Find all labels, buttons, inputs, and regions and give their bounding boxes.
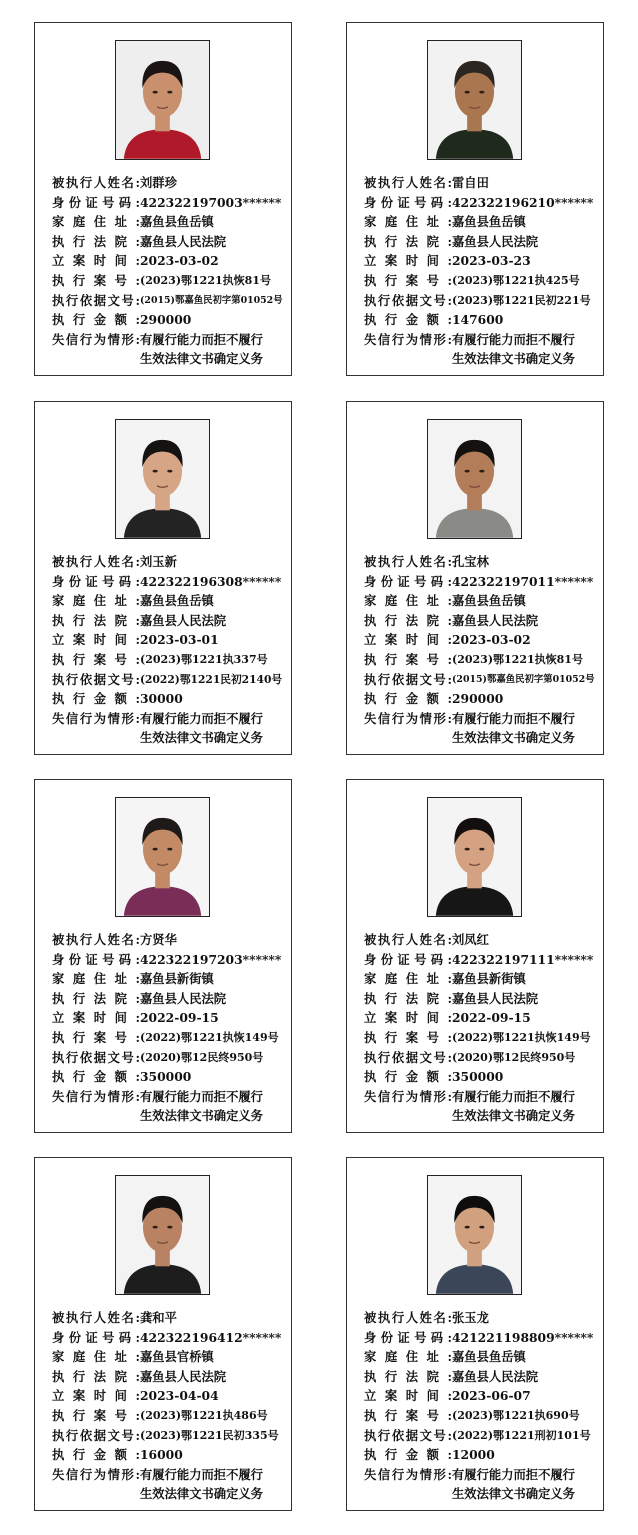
case-number-value: (2023)鄂1221执690号 <box>452 1408 580 1422</box>
enforcing-court-value: 嘉鱼县人民法院 <box>452 233 539 249</box>
home-address-value: 嘉鱼县鱼岳镇 <box>140 214 214 230</box>
id-number-label: 身份证号码: <box>52 1329 140 1345</box>
enforcing-court-label: 执行法院: <box>52 612 140 628</box>
dishonest-behavior-value <box>140 709 290 748</box>
enforcing-court-row <box>52 611 292 631</box>
person-name-label: 被执行人姓名: <box>364 554 452 569</box>
enforcement-basis-label: 执行依据文号: <box>52 1049 140 1065</box>
person-name-value: 刘凤红 <box>452 932 489 947</box>
filing-date-label: 立案时间: <box>364 1388 452 1404</box>
person-name-value: 刘玉新 <box>140 554 177 569</box>
enforcing-court-value: 嘉鱼县人民法院 <box>452 612 539 628</box>
enforcement-amount-value: 30000 <box>140 691 183 707</box>
enforcement-amount-row <box>364 689 604 709</box>
defaulter-info <box>52 1308 292 1504</box>
enforcement-amount-value: 16000 <box>140 1447 183 1463</box>
defaulter-card <box>34 401 292 755</box>
defaulter-info <box>52 173 292 369</box>
enforcement-amount-row <box>52 310 292 330</box>
enforcing-court-row <box>52 232 292 252</box>
person-name-value: 张玉龙 <box>452 1310 489 1325</box>
id-number-value: 422322197203****** <box>140 951 282 967</box>
dishonest-behavior-line-1: 有履行能力而拒不履行 <box>452 1088 575 1104</box>
dishonest-behavior-line-1: 有履行能力而拒不履行 <box>140 1466 263 1482</box>
case-number-row <box>364 1406 604 1426</box>
person-name-value: 刘群珍 <box>140 175 177 190</box>
id-number-value: 422322196308****** <box>140 573 282 589</box>
enforcing-court-value: 嘉鱼县人民法院 <box>452 990 539 1006</box>
home-address-label: 家庭住址: <box>364 1349 452 1365</box>
defaulter-card <box>346 22 604 376</box>
enforcement-basis-value: (2022)鄂1221刑初101号 <box>452 1428 591 1442</box>
home-address-row <box>52 969 292 989</box>
home-address-value: 嘉鱼县官桥镇 <box>140 1349 214 1365</box>
id-number-label: 身份证号码: <box>364 573 452 589</box>
case-number-row <box>364 271 604 291</box>
person-name-value: 龚和平 <box>140 1310 177 1325</box>
case-number-row <box>52 1406 292 1426</box>
home-address-row <box>52 591 292 611</box>
dishonest-behavior-row <box>52 330 292 369</box>
dishonest-behavior-line-1: 有履行能力而拒不履行 <box>452 1466 575 1482</box>
person-name-row <box>364 1308 604 1328</box>
defaulter-info <box>364 173 604 369</box>
enforcement-basis-value: (2020)鄂12民终950号 <box>140 1050 264 1064</box>
filing-date-value: 2023-03-01 <box>140 632 219 648</box>
defaulter-card <box>346 779 604 1133</box>
dishonest-behavior-line-2: 生效法律文书确定义务 <box>452 730 575 746</box>
filing-date-label: 立案时间: <box>52 1388 140 1404</box>
person-name-label: 被执行人姓名: <box>52 1310 140 1325</box>
home-address-row <box>364 591 604 611</box>
enforcing-court-value: 嘉鱼县人民法院 <box>140 612 227 628</box>
defaulter-info <box>364 552 604 748</box>
person-name-value: 孔宝林 <box>452 554 489 569</box>
dishonest-behavior-value <box>140 1465 290 1504</box>
case-number-value: (2022)鄂1221执恢149号 <box>140 1030 279 1044</box>
home-address-label: 家庭住址: <box>52 593 140 609</box>
dishonest-behavior-label: 失信行为情形: <box>364 1088 452 1104</box>
id-number-label: 身份证号码: <box>52 573 140 589</box>
enforcing-court-row <box>364 1367 604 1387</box>
portrait-photo <box>427 797 522 917</box>
dishonest-behavior-value <box>452 709 602 748</box>
portrait-photo <box>115 797 210 917</box>
enforcing-court-value: 嘉鱼县人民法院 <box>140 990 227 1006</box>
id-number-value: 422322196210****** <box>452 194 594 210</box>
dishonest-behavior-line-2: 生效法律文书确定义务 <box>140 1108 263 1124</box>
enforcement-basis-value: (2015)鄂嘉鱼民初字第01052号 <box>140 294 283 306</box>
enforcing-court-value: 嘉鱼县人民法院 <box>140 1368 227 1384</box>
dishonest-behavior-line-2: 生效法律文书确定义务 <box>452 1486 575 1502</box>
person-name-row <box>52 552 292 572</box>
id-number-value: 422322197003****** <box>140 194 282 210</box>
filing-date-label: 立案时间: <box>52 253 140 269</box>
person-name-label: 被执行人姓名: <box>52 175 140 190</box>
dishonest-behavior-row <box>364 1087 604 1126</box>
enforcement-basis-row <box>364 1426 604 1446</box>
enforcing-court-value: 嘉鱼县人民法院 <box>140 233 227 249</box>
id-number-value: 422322196412****** <box>140 1329 282 1345</box>
enforcing-court-label: 执行法院: <box>364 233 452 249</box>
dishonest-behavior-line-1: 有履行能力而拒不履行 <box>140 1088 263 1104</box>
dishonest-behavior-line-1: 有履行能力而拒不履行 <box>140 710 263 726</box>
person-name-row <box>364 552 604 572</box>
dishonest-behavior-value <box>452 1087 602 1126</box>
enforcement-amount-label: 执行金额: <box>52 1447 140 1463</box>
id-number-row <box>364 950 604 970</box>
id-number-label: 身份证号码: <box>52 951 140 967</box>
enforcement-amount-label: 执行金额: <box>364 1069 452 1085</box>
enforcement-amount-row <box>364 1445 604 1465</box>
case-number-row <box>364 1028 604 1048</box>
filing-date-value: 2023-04-04 <box>140 1388 219 1404</box>
enforcement-amount-row <box>52 1445 292 1465</box>
person-name-label: 被执行人姓名: <box>52 932 140 947</box>
dishonest-behavior-line-2: 生效法律文书确定义务 <box>452 1108 575 1124</box>
enforcing-court-label: 执行法院: <box>364 1368 452 1384</box>
enforcement-amount-value: 147600 <box>452 312 504 328</box>
id-number-row <box>52 193 292 213</box>
home-address-label: 家庭住址: <box>364 971 452 987</box>
filing-date-row <box>52 251 292 271</box>
enforcement-amount-label: 执行金额: <box>364 312 452 328</box>
dishonest-behavior-row <box>364 709 604 748</box>
case-number-label: 执行案号: <box>364 272 452 288</box>
enforcement-basis-value: (2022)鄂1221民初2140号 <box>140 672 283 686</box>
filing-date-label: 立案时间: <box>364 253 452 269</box>
portrait-photo <box>115 419 210 539</box>
id-number-row <box>52 1328 292 1348</box>
enforcing-court-label: 执行法院: <box>52 990 140 1006</box>
person-name-row <box>52 1308 292 1328</box>
person-name-label: 被执行人姓名: <box>364 932 452 947</box>
enforcement-amount-value: 290000 <box>452 691 504 707</box>
enforcement-amount-label: 执行金额: <box>364 691 452 707</box>
enforcement-amount-label: 执行金额: <box>52 312 140 328</box>
id-number-label: 身份证号码: <box>364 194 452 210</box>
filing-date-label: 立案时间: <box>52 1010 140 1026</box>
dishonest-behavior-row <box>364 1465 604 1504</box>
home-address-value: 嘉鱼县新街镇 <box>452 971 526 987</box>
case-number-row <box>52 650 292 670</box>
defaulter-info <box>364 930 604 1126</box>
enforcement-amount-label: 执行金额: <box>52 691 140 707</box>
home-address-value: 嘉鱼县鱼岳镇 <box>452 593 526 609</box>
case-number-label: 执行案号: <box>364 651 452 667</box>
dishonest-behavior-label: 失信行为情形: <box>364 331 452 347</box>
enforcing-court-row <box>364 989 604 1009</box>
filing-date-value: 2022-09-15 <box>140 1010 219 1026</box>
home-address-label: 家庭住址: <box>364 593 452 609</box>
home-address-row <box>52 1347 292 1367</box>
defaulter-card <box>346 401 604 755</box>
filing-date-row <box>52 630 292 650</box>
case-number-value: (2023)鄂1221执425号 <box>452 273 580 287</box>
dishonest-behavior-line-1: 有履行能力而拒不履行 <box>452 710 575 726</box>
case-number-value: (2023)鄂1221执337号 <box>140 652 268 666</box>
enforcement-basis-row <box>52 670 292 690</box>
dishonest-behavior-line-1: 有履行能力而拒不履行 <box>452 331 575 347</box>
enforcement-amount-value: 350000 <box>140 1069 192 1085</box>
case-number-label: 执行案号: <box>52 651 140 667</box>
case-number-label: 执行案号: <box>52 272 140 288</box>
enforcement-basis-value: (2023)鄂1221民初335号 <box>140 1428 279 1442</box>
id-number-value: 422322197111****** <box>452 951 594 967</box>
enforcement-basis-label: 执行依据文号: <box>364 671 452 687</box>
defaulter-info <box>52 552 292 748</box>
enforcing-court-row <box>364 232 604 252</box>
id-number-label: 身份证号码: <box>364 1329 452 1345</box>
enforcement-basis-value: (2020)鄂12民终950号 <box>452 1050 576 1064</box>
home-address-value: 嘉鱼县鱼岳镇 <box>452 1349 526 1365</box>
id-number-row <box>364 193 604 213</box>
enforcement-basis-row <box>364 1048 604 1068</box>
home-address-row <box>364 969 604 989</box>
enforcing-court-label: 执行法院: <box>52 233 140 249</box>
case-number-value: (2023)鄂1221执恢81号 <box>140 273 271 287</box>
enforcement-amount-label: 执行金额: <box>52 1069 140 1085</box>
filing-date-row <box>52 1386 292 1406</box>
enforcement-amount-label: 执行金额: <box>364 1447 452 1463</box>
home-address-label: 家庭住址: <box>52 971 140 987</box>
portrait-photo <box>427 419 522 539</box>
enforcing-court-row <box>364 611 604 631</box>
filing-date-row <box>364 1008 604 1028</box>
enforcement-basis-label: 执行依据文号: <box>52 292 140 308</box>
enforcement-basis-label: 执行依据文号: <box>52 1427 140 1443</box>
case-number-value: (2023)鄂1221执486号 <box>140 1408 268 1422</box>
dishonest-behavior-label: 失信行为情形: <box>52 1466 140 1482</box>
enforcing-court-value: 嘉鱼县人民法院 <box>452 1368 539 1384</box>
enforcing-court-label: 执行法院: <box>364 990 452 1006</box>
enforcement-basis-row <box>364 670 604 690</box>
case-number-label: 执行案号: <box>52 1407 140 1423</box>
dishonest-behavior-line-2: 生效法律文书确定义务 <box>452 351 575 367</box>
home-address-value: 嘉鱼县鱼岳镇 <box>140 593 214 609</box>
case-number-label: 执行案号: <box>364 1029 452 1045</box>
home-address-label: 家庭住址: <box>52 214 140 230</box>
dishonest-behavior-value <box>452 1465 602 1504</box>
enforcement-basis-value: (2023)鄂1221民初221号 <box>452 293 591 307</box>
case-number-value: (2022)鄂1221执恢149号 <box>452 1030 591 1044</box>
dishonest-behavior-line-2: 生效法律文书确定义务 <box>140 351 263 367</box>
id-number-row <box>364 572 604 592</box>
enforcement-basis-row <box>364 291 604 311</box>
home-address-row <box>364 212 604 232</box>
person-name-row <box>364 173 604 193</box>
defaulter-info <box>364 1308 604 1504</box>
enforcement-basis-label: 执行依据文号: <box>364 1427 452 1443</box>
case-number-label: 执行案号: <box>364 1407 452 1423</box>
home-address-row <box>364 1347 604 1367</box>
enforcement-basis-row <box>52 1426 292 1446</box>
defaulter-card <box>346 1157 604 1511</box>
filing-date-value: 2023-03-23 <box>452 253 531 269</box>
dishonest-behavior-label: 失信行为情形: <box>364 1466 452 1482</box>
case-number-row <box>52 271 292 291</box>
enforcement-basis-value: (2015)鄂嘉鱼民初字第01052号 <box>452 673 595 685</box>
enforcement-basis-label: 执行依据文号: <box>364 1049 452 1065</box>
id-number-label: 身份证号码: <box>364 951 452 967</box>
case-number-row <box>364 650 604 670</box>
portrait-photo <box>115 40 210 160</box>
case-number-label: 执行案号: <box>52 1029 140 1045</box>
person-name-value: 方贤华 <box>140 932 177 947</box>
filing-date-value: 2022-09-15 <box>452 1010 531 1026</box>
filing-date-value: 2023-06-07 <box>452 1388 531 1404</box>
filing-date-value: 2023-03-02 <box>140 253 219 269</box>
home-address-value: 嘉鱼县鱼岳镇 <box>452 214 526 230</box>
dishonest-behavior-row <box>52 709 292 748</box>
portrait-photo <box>427 40 522 160</box>
filing-date-label: 立案时间: <box>364 1010 452 1026</box>
home-address-label: 家庭住址: <box>364 214 452 230</box>
dishonest-behavior-label: 失信行为情形: <box>52 331 140 347</box>
filing-date-label: 立案时间: <box>52 632 140 648</box>
enforcing-court-label: 执行法院: <box>52 1368 140 1384</box>
defaulter-card <box>34 779 292 1133</box>
enforcement-amount-row <box>364 310 604 330</box>
enforcement-amount-row <box>52 689 292 709</box>
id-number-row <box>364 1328 604 1348</box>
portrait-photo <box>427 1175 522 1295</box>
person-name-label: 被执行人姓名: <box>52 554 140 569</box>
defaulter-card <box>34 1157 292 1511</box>
person-name-row <box>364 930 604 950</box>
portrait-photo <box>115 1175 210 1295</box>
dishonest-behavior-row <box>364 330 604 369</box>
enforcement-amount-value: 290000 <box>140 312 192 328</box>
home-address-value: 嘉鱼县新街镇 <box>140 971 214 987</box>
filing-date-row <box>364 630 604 650</box>
enforcement-amount-row <box>364 1067 604 1087</box>
dishonest-behavior-row <box>52 1087 292 1126</box>
case-number-row <box>52 1028 292 1048</box>
dishonest-behavior-line-1: 有履行能力而拒不履行 <box>140 331 263 347</box>
filing-date-row <box>364 251 604 271</box>
filing-date-label: 立案时间: <box>364 632 452 648</box>
enforcing-court-label: 执行法院: <box>364 612 452 628</box>
id-number-label: 身份证号码: <box>52 194 140 210</box>
id-number-value: 422322197011****** <box>452 573 594 589</box>
dishonest-behavior-line-2: 生效法律文书确定义务 <box>140 730 263 746</box>
enforcement-amount-row <box>52 1067 292 1087</box>
dishonest-behavior-line-2: 生效法律文书确定义务 <box>140 1486 263 1502</box>
dishonest-behavior-label: 失信行为情形: <box>52 710 140 726</box>
enforcing-court-row <box>52 989 292 1009</box>
person-name-row <box>52 930 292 950</box>
home-address-label: 家庭住址: <box>52 1349 140 1365</box>
dishonest-behavior-row <box>52 1465 292 1504</box>
filing-date-row <box>52 1008 292 1028</box>
dishonest-behavior-value <box>452 330 602 369</box>
enforcement-basis-row <box>52 291 292 311</box>
id-number-row <box>52 950 292 970</box>
dishonest-behavior-label: 失信行为情形: <box>52 1088 140 1104</box>
person-name-value: 雷自田 <box>452 175 489 190</box>
dishonest-behavior-value <box>140 1087 290 1126</box>
id-number-row <box>52 572 292 592</box>
enforcement-basis-label: 执行依据文号: <box>52 671 140 687</box>
id-number-value: 421221198809****** <box>452 1329 594 1345</box>
enforcement-amount-value: 12000 <box>452 1447 495 1463</box>
defaulter-card <box>34 22 292 376</box>
filing-date-value: 2023-03-02 <box>452 632 531 648</box>
case-number-value: (2023)鄂1221执恢81号 <box>452 652 583 666</box>
filing-date-row <box>364 1386 604 1406</box>
defaulter-info <box>52 930 292 1126</box>
person-name-label: 被执行人姓名: <box>364 175 452 190</box>
enforcing-court-row <box>52 1367 292 1387</box>
home-address-row <box>52 212 292 232</box>
enforcement-amount-value: 350000 <box>452 1069 504 1085</box>
dishonest-behavior-value <box>140 330 290 369</box>
enforcement-basis-label: 执行依据文号: <box>364 292 452 308</box>
person-name-label: 被执行人姓名: <box>364 1310 452 1325</box>
dishonest-behavior-label: 失信行为情形: <box>364 710 452 726</box>
enforcement-basis-row <box>52 1048 292 1068</box>
person-name-row <box>52 173 292 193</box>
